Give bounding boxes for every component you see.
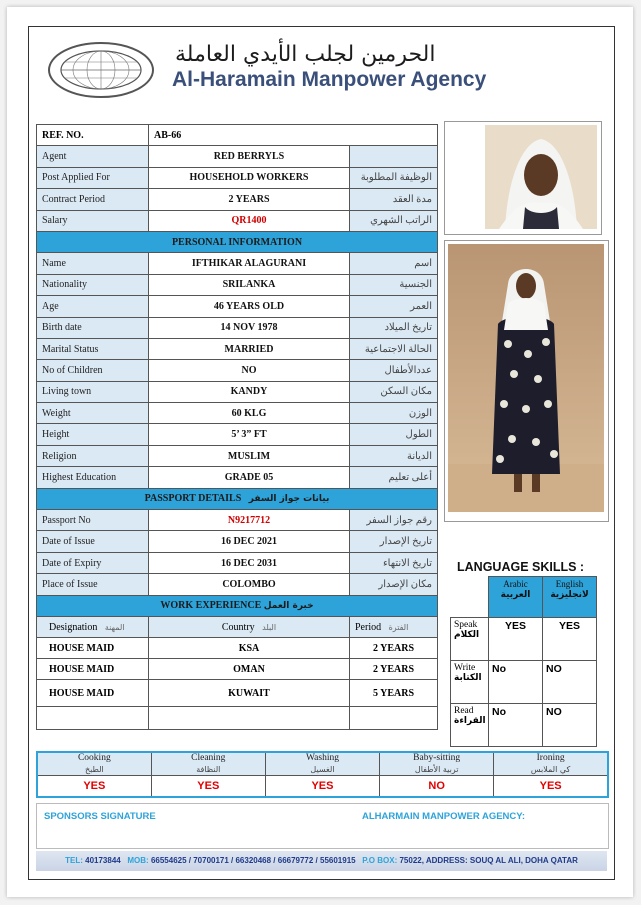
date-expiry-label-ar: تاريخ الانتهاء [350, 552, 438, 573]
birth-date-row [37, 317, 438, 338]
read-arabic-value: No [489, 704, 543, 747]
work-period: 2 YEARS [350, 638, 438, 659]
tel-key: TEL: [65, 856, 83, 865]
address-value: 75022, ADDRESS: SOUQ AL ALI, DOHA QATAR [399, 856, 578, 865]
skill-header-cooking [37, 752, 151, 776]
birth-date-label-ar: تاريخ الميلاد [350, 317, 438, 338]
contact-footer [36, 851, 607, 871]
passport-no-label-ar: رقم جواز السفر [350, 510, 438, 531]
religion-row [37, 445, 438, 466]
full-body-photo [448, 244, 604, 512]
skill-label: Cleaning [191, 753, 226, 763]
skills-header-row [37, 752, 608, 776]
pobox-key: P.O BOX: [362, 856, 398, 865]
ref-value: AB-66 [149, 125, 438, 146]
salary-value: QR1400 [149, 210, 350, 231]
work-row [37, 659, 438, 680]
english-header [543, 577, 597, 618]
name-row [37, 253, 438, 274]
work-period: 2 YEARS [350, 659, 438, 680]
height-label: Height [37, 424, 149, 445]
country-header [149, 616, 350, 637]
birth-date-value: 14 NOV 1978 [149, 317, 350, 338]
post-label: Post Applied For [37, 167, 149, 188]
write-label-en: Write [454, 663, 476, 673]
work-designation: HOUSE MAID [37, 680, 149, 707]
living-town-row [37, 381, 438, 402]
agency-signature-label: ALHARMAIN MANPOWER AGENCY: [362, 811, 526, 822]
candidate-info-table [36, 124, 438, 730]
age-label-ar: العمر [350, 296, 438, 317]
date-issue-row [37, 531, 438, 552]
designation-header-en: Designation [49, 621, 98, 633]
living-town-value: KANDY [149, 381, 350, 402]
post-label-ar: الوظيفة المطلوبة [350, 167, 438, 188]
skill-value-cleaning: YES [151, 776, 265, 798]
write-label [451, 661, 489, 704]
arabic-header-ar: العربية [500, 590, 531, 600]
education-value: GRADE 05 [149, 467, 350, 488]
skill-label: Baby-sitting [413, 753, 461, 763]
skills-value-row [37, 776, 608, 798]
work-row [37, 638, 438, 659]
speak-arabic-value: YES [489, 618, 543, 661]
date-expiry-label: Date of Expiry [37, 552, 149, 573]
passport-no-row [37, 510, 438, 531]
salary-row [37, 210, 438, 231]
language-row [451, 661, 597, 704]
work-section-title-en: WORK EXPERIENCE [160, 600, 262, 612]
country-header-en: Country [221, 621, 255, 633]
work-section-title [37, 595, 438, 616]
write-arabic-value: No [489, 661, 543, 704]
place-issue-label: Place of Issue [37, 574, 149, 595]
empty-cell [37, 707, 149, 730]
date-issue-label: Date of Issue [37, 531, 149, 552]
marital-label-ar: الحالة الاجتماعية [350, 338, 438, 359]
passport-section-title-en: PASSPORT DETAILS [144, 493, 242, 505]
arabic-header-en: Arabic [503, 579, 528, 589]
skill-label: Ironing [536, 753, 565, 763]
work-row-empty [37, 707, 438, 730]
children-value: NO [149, 360, 350, 381]
portrait-photo [485, 125, 597, 229]
period-header [350, 616, 438, 637]
portrait-photo-frame [444, 121, 602, 235]
mob-value: 66554625 / 70700171 / 66320468 / 66679772 / 55601915 [150, 856, 356, 865]
empty-cell [350, 707, 438, 730]
work-country: KUWAIT [149, 680, 350, 707]
agency-title-english: Al-Haramain Manpower Agency [172, 68, 487, 91]
contract-label-ar: مدة العقد [350, 189, 438, 210]
work-period: 5 YEARS [350, 680, 438, 707]
religion-label-ar: الديانة [350, 445, 438, 466]
post-value: HOUSEHOLD WORKERS [149, 167, 350, 188]
children-row [37, 360, 438, 381]
english-header-ar: لانجليزية [550, 590, 589, 600]
date-expiry-row [37, 552, 438, 573]
skill-header-ironing [494, 752, 608, 776]
weight-label: Weight [37, 403, 149, 424]
sponsor-signature-label: SPONSORS SIGNATURE [44, 811, 156, 822]
children-label-ar: عددالأطفال [350, 360, 438, 381]
contract-value: 2 YEARS [149, 189, 350, 210]
speak-label-ar: الكلام [454, 630, 480, 640]
language-skills-title: LANGUAGE SKILLS : [457, 560, 585, 574]
period-header-en: Period [355, 621, 382, 633]
empty-cell [451, 577, 489, 618]
signature-box [36, 803, 609, 849]
marital-label: Marital Status [37, 338, 149, 359]
weight-label-ar: الوزن [350, 403, 438, 424]
name-value: IFTHIKAR ALAGURANI [149, 253, 350, 274]
marital-value: MARRIED [149, 338, 350, 359]
agent-label: Agent [37, 146, 149, 167]
age-value: 46 YEARS OLD [149, 296, 350, 317]
passport-no-value: N9217712 [149, 510, 350, 531]
skill-label: Cooking [77, 753, 111, 763]
skill-value-baby-sitting: NO [380, 776, 494, 798]
living-town-label: Living town [37, 381, 149, 402]
speak-label-en: Speak [454, 620, 478, 630]
tel-value: 40173844 [85, 856, 121, 865]
children-label: No of Children [37, 360, 149, 381]
age-row [37, 296, 438, 317]
period-header-ar: الفترة [388, 622, 409, 632]
passport-section-title [37, 488, 438, 509]
height-row [37, 424, 438, 445]
read-label-ar: القراءة [454, 716, 486, 726]
name-label-ar: اسم [350, 253, 438, 274]
read-english-value: NO [543, 704, 597, 747]
contract-label: Contract Period [37, 189, 149, 210]
religion-value: MUSLIM [149, 445, 350, 466]
religion-label: Religion [37, 445, 149, 466]
work-row [37, 680, 438, 707]
marital-row [37, 338, 438, 359]
agency-logo [45, 40, 157, 100]
contract-row [37, 189, 438, 210]
skill-value-cooking: YES [37, 776, 151, 798]
nationality-value: SRILANKA [149, 274, 350, 295]
weight-value: 60 KLG [149, 403, 350, 424]
place-issue-label-ar: مكان الإصدار [350, 574, 438, 595]
salary-label-ar: الراتب الشهري [350, 210, 438, 231]
height-value: 5’ 3” FT [149, 424, 350, 445]
language-header-row [451, 577, 597, 618]
skill-value-washing: YES [265, 776, 379, 798]
skill-header-washing [265, 752, 379, 776]
date-expiry-value: 16 DEC 2031 [149, 552, 350, 573]
height-label-ar: الطول [350, 424, 438, 445]
speak-english-value: YES [543, 618, 597, 661]
skill-value-ironing: YES [494, 776, 608, 798]
english-header-en: English [555, 579, 584, 589]
country-header-ar: البلد [262, 622, 277, 632]
full-body-photo-frame [444, 240, 609, 522]
living-town-label-ar: مكان السكن [350, 381, 438, 402]
skill-label-ar: الغسيل [310, 765, 335, 774]
empty-cell [149, 707, 350, 730]
work-designation: HOUSE MAID [37, 638, 149, 659]
work-section-row [37, 595, 438, 616]
read-label-en: Read [454, 706, 474, 716]
skill-label: Washing [305, 753, 339, 763]
skill-label-ar: تربية الأطفال [414, 765, 459, 774]
agency-title-arabic: الحرمين لجلب الأيدي العاملة [175, 42, 436, 67]
post-row [37, 167, 438, 188]
designation-header [37, 616, 149, 637]
work-designation: HOUSE MAID [37, 659, 149, 680]
skill-label-ar: النظافة [196, 765, 221, 774]
skill-header-cleaning [151, 752, 265, 776]
nationality-label: Nationality [37, 274, 149, 295]
mob-key: MOB: [127, 856, 149, 865]
skill-label-ar: كي الملابس [530, 765, 571, 774]
work-header-row [37, 616, 438, 637]
speak-label [451, 618, 489, 661]
passport-no-label: Passport No [37, 510, 149, 531]
passport-section-row [37, 488, 438, 509]
education-label: Highest Education [37, 467, 149, 488]
work-country: OMAN [149, 659, 350, 680]
language-row [451, 618, 597, 661]
agent-value: RED BERRYLS [149, 146, 350, 167]
weight-row [37, 403, 438, 424]
ref-label: REF. NO. [37, 125, 149, 146]
skills-table [36, 751, 609, 798]
personal-section-row [37, 231, 438, 252]
nationality-row [37, 274, 438, 295]
age-label: Age [37, 296, 149, 317]
ref-row [37, 125, 438, 146]
write-label-ar: الكتابة [454, 673, 482, 683]
nationality-label-ar: الجنسية [350, 274, 438, 295]
skill-label-ar: الطبخ [84, 765, 104, 774]
designation-header-ar: المهنة [104, 622, 125, 632]
work-section-title-ar: خبرة العمل [263, 601, 314, 612]
language-skills-table [450, 576, 597, 747]
salary-label: Salary [37, 210, 149, 231]
date-issue-value: 16 DEC 2021 [149, 531, 350, 552]
education-row [37, 467, 438, 488]
passport-section-title-ar: بيانات جواز السفر [248, 494, 330, 505]
work-country: KSA [149, 638, 350, 659]
birth-date-label: Birth date [37, 317, 149, 338]
name-label: Name [37, 253, 149, 274]
arabic-header [489, 577, 543, 618]
agent-label-ar [350, 146, 438, 167]
place-issue-value: COLOMBO [149, 574, 350, 595]
write-english-value: NO [543, 661, 597, 704]
personal-section-title: PERSONAL INFORMATION [37, 231, 438, 252]
read-label [451, 704, 489, 747]
skill-header-baby-sitting [380, 752, 494, 776]
place-issue-row [37, 574, 438, 595]
date-issue-label-ar: تاريخ الإصدار [350, 531, 438, 552]
education-label-ar: أعلى تعليم [350, 467, 438, 488]
agent-row [37, 146, 438, 167]
language-row [451, 704, 597, 747]
